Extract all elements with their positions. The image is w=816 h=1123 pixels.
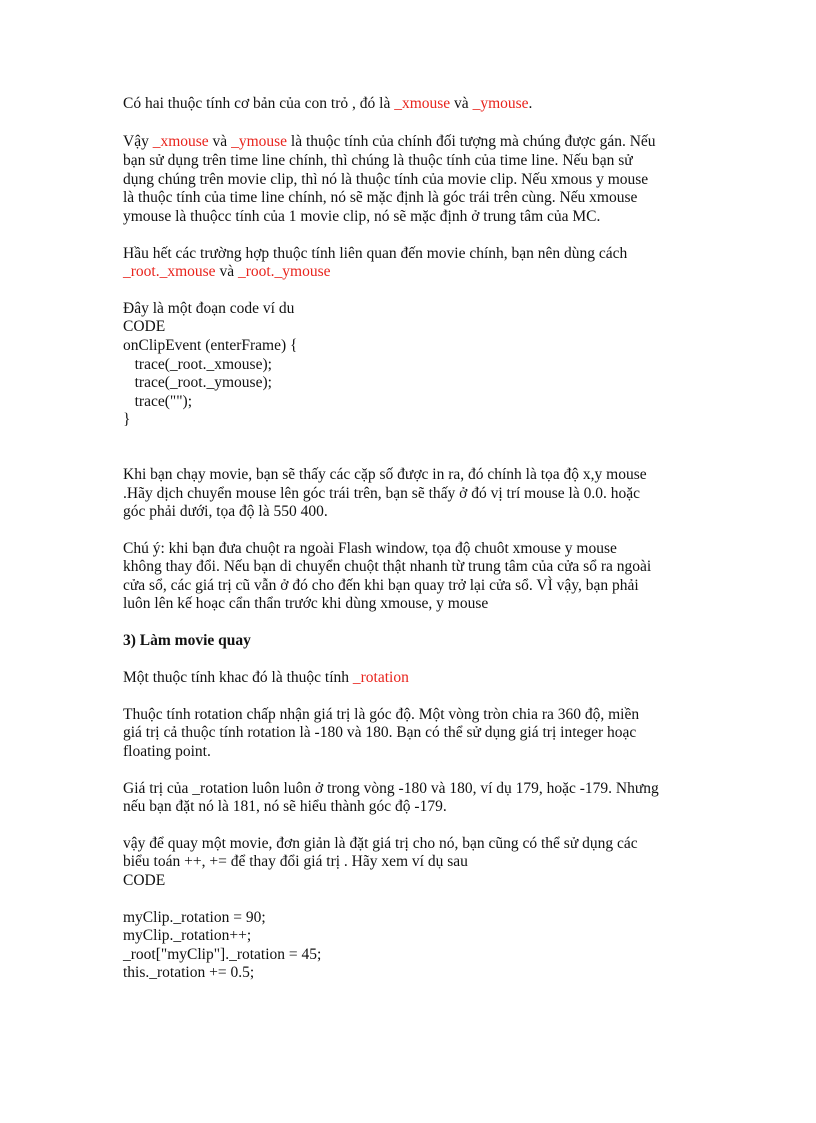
para1-line1: Vậy _xmouse và _ymouse là thuộc tính của chính đối tượng mà chúng được gán. Nếu [123, 133, 656, 150]
para7-line1: Giá trị của _rotation luôn luôn ở trong vòng -180 và 180, ví dụ 179, hoặc -179. Nhưng [123, 780, 659, 797]
code2-label: CODE [123, 872, 166, 889]
para1-line5: ymouse là thuộcc tính của 1 movie clip, nó sẽ mặc định ở trung tâm của MC. [123, 208, 601, 225]
para4-line4: luôn lên kế hoạc cẩn thẩn trước khi dùng xmouse, y mouse [123, 595, 489, 612]
code2-line: myClip._rotation = 90; [123, 909, 266, 926]
para1-line3: dụng chúng trên movie clip, thì nó là thuộc tính của movie clip. Nếu xmous y mouse [123, 171, 649, 188]
code1-line: onClipEvent (enterFrame) { [123, 337, 298, 354]
para2-line1: Hầu hết các trường hợp thuộc tính liên quan đến movie chính, bạn nên dùng cách [123, 245, 628, 262]
code2-line: this._rotation += 0.5; [123, 964, 255, 981]
para6-line1: Thuộc tính rotation chấp nhận giá trị là góc độ. Một vòng tròn chia ra 360 độ, miền [123, 706, 640, 723]
period: . [528, 95, 533, 112]
root-xmouse-keyword: _root._xmouse [123, 263, 216, 280]
xmouse-keyword: _xmouse [394, 95, 451, 112]
root-ymouse-keyword: _root._ymouse [237, 263, 331, 280]
code1-line: trace(_root._ymouse); [123, 374, 272, 391]
para1-line4: là thuộc tính của time line chính, nó sẽ mặc định là góc trái trên cùng. Nếu xmouse [123, 189, 638, 206]
rotation-keyword: _rotation [352, 669, 409, 686]
para3-line3: góc phải dưới, tọa độ là 550 400. [123, 503, 328, 520]
para4-line2: không thay đổi. Nếu bạn di chuyển chuột thật nhanh từ trung tâm của cửa sổ ra ngoài [123, 558, 652, 575]
para3-line1: Khi bạn chạy movie, bạn sẽ thấy các cặp số được in ra, đó chính là tọa độ x,y mouse [123, 466, 647, 483]
xmouse-keyword: _xmouse [152, 133, 209, 150]
para1-line2: bạn sử dụng trên time line chính, thì chúng là thuộc tính của time line. Nếu bạn sử [123, 152, 633, 169]
para3-line2: .Hãy dịch chuyển mouse lên góc trái trên, bạn sẽ thấy ở đó vị trí mouse là 0.0. hoặc [123, 485, 640, 502]
code1-label: CODE [123, 318, 166, 335]
ymouse-keyword: _ymouse [231, 133, 288, 150]
para6-line2: giá trị cả thuộc tính rotation là -180 và 180. Bạn có thể sử dụng giá trị integer hoạc [123, 724, 637, 741]
intro-line [123, 94, 532, 113]
para4-line3: cửa sổ, các giá trị cũ vẫn ở đó cho đến khi bạn quay trở lại cửa sổ. VÌ vậy, bạn phải [123, 577, 639, 594]
para7-line2: nếu bạn đặt nó là 181, nó sẽ hiểu thành góc độ -179. [123, 798, 447, 815]
para6-line3: floating point. [123, 743, 211, 760]
para8-line1: vậy để quay một movie, đơn giản là đặt giá trị cho nó, bạn cũng có thể sử dụng các [123, 835, 638, 852]
code2-line: myClip._rotation++; [123, 927, 252, 944]
code1-line: } [123, 411, 131, 428]
para2-line2: _root._xmouse và _root._ymouse [123, 263, 331, 280]
code1-line: trace(_root._xmouse); [123, 356, 272, 373]
para8-line2: biểu toán ++, += để thay đổi giá trị . Hãy xem ví dụ sau [123, 853, 468, 870]
code1-line: trace(""); [123, 393, 193, 410]
para5-line1: Một thuộc tính khac đó là thuộc tính _rotation [123, 669, 409, 686]
para4-line1: Chú ý: khi bạn đưa chuột ra ngoài Flash window, tọa độ chuôt xmouse y mouse [123, 540, 617, 557]
section-heading: 3) Làm movie quay [123, 632, 251, 649]
conjunction: và [450, 95, 473, 112]
ymouse-keyword: _ymouse [472, 95, 529, 112]
code2-line: _root["myClip"]._rotation = 45; [123, 946, 322, 963]
intro-text: Có hai thuộc tính cơ bản của con trỏ , đó là [123, 95, 395, 112]
code1-intro: Đây là một đoạn code ví du [123, 300, 295, 317]
